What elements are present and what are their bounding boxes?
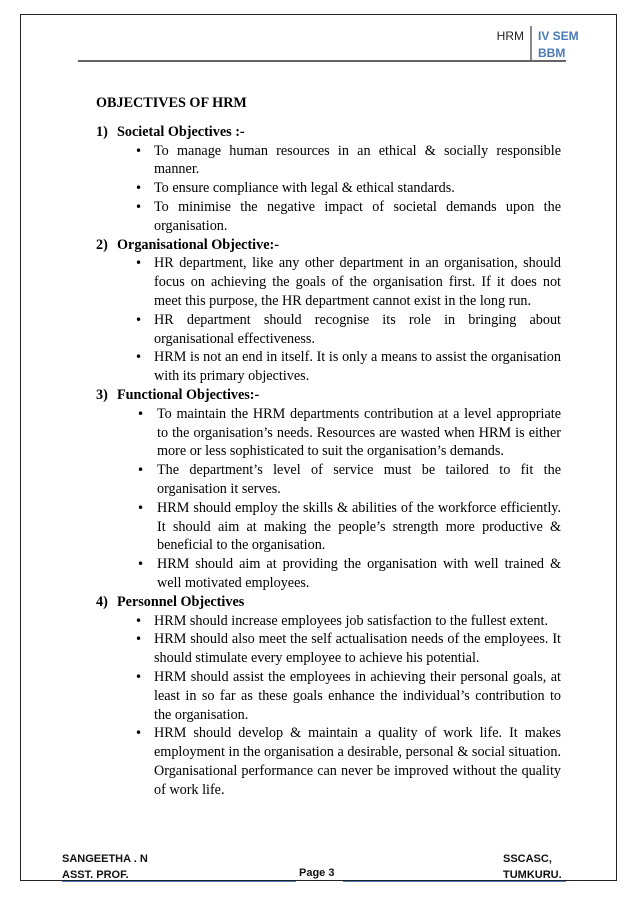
- footer-rule-left: [62, 881, 296, 882]
- footer-author-block: [62, 851, 148, 883]
- list-item: • HRM should increase employees job satisfaction to the fullest extent.: [96, 612, 561, 631]
- header-semester-block: [532, 26, 590, 62]
- section-number: 4): [96, 593, 108, 610]
- list-item: • To manage human resources in an ethical & socially responsible manner.: [96, 142, 561, 180]
- section-title: Personnel Objectives: [117, 593, 245, 610]
- bullet-list: [96, 612, 561, 800]
- page-header: [497, 26, 590, 62]
- section-title: Organisational Objective:-: [117, 236, 279, 253]
- footer-rule-right: [343, 881, 566, 882]
- list-item: • HRM should also meet the self actualisation needs of the employees. It should stimulate every employee to achieve his potential.: [96, 630, 561, 668]
- footer-author: SANGEETHA . N: [62, 853, 148, 865]
- section-personnel: [96, 593, 561, 800]
- footer-designation: ASST. PROF.: [62, 869, 129, 881]
- section-title: Societal Objectives :-: [117, 123, 245, 140]
- header-course: BBM: [538, 46, 566, 60]
- bullet-list: [96, 405, 561, 593]
- list-item: • HR department should recognise its role in bringing about organisational effectiveness.: [96, 311, 561, 349]
- list-item: • HR department, like any other department in an organisation, should focus on achieving the goals of the organisation first. If it does not meet this purpose, the HR department cannot exist in the long run.: [96, 254, 561, 310]
- section-title: Functional Objectives:-: [117, 386, 260, 403]
- section-heading: [96, 236, 561, 255]
- section-heading: [96, 386, 561, 405]
- list-item: • The department’s level of service must be tailored to fit the organisation it serves.: [96, 461, 561, 499]
- footer-page-number: Page 3: [299, 867, 335, 879]
- section-number: 3): [96, 386, 108, 403]
- header-semester: IV SEM: [538, 29, 579, 43]
- footer-city: TUMKURU.: [503, 869, 562, 881]
- section-societal: [96, 123, 561, 236]
- section-organisational: [96, 236, 561, 386]
- header-subject: HRM: [497, 26, 532, 62]
- footer-college-block: [503, 851, 562, 883]
- header-divider: [78, 60, 566, 62]
- list-item: • To minimise the negative impact of societal demands upon the organisation.: [96, 198, 561, 236]
- list-item: • To maintain the HRM departments contribution at a level appropriate to the organisation’s needs. Resources are wasted when HRM is either more or less sophisticated to suit the organisation’s demands.: [96, 405, 561, 461]
- section-number: 2): [96, 236, 108, 253]
- bullet-list: [96, 142, 561, 236]
- footer-college: SSCASC,: [503, 853, 552, 865]
- section-heading: [96, 593, 561, 612]
- document-body: [96, 94, 561, 799]
- bullet-list: [96, 254, 561, 386]
- list-item: • HRM should employ the skills & abilities of the workforce efficiently. It should aim at making the people’s strength more productive & beneficial to the organisation.: [96, 499, 561, 555]
- section-number: 1): [96, 123, 108, 140]
- list-item: • HRM should assist the employees in achieving their personal goals, at least in so far as these goals enhance the individual’s contribution to the organisation.: [96, 668, 561, 724]
- list-item: • HRM should develop & maintain a quality of work life. It makes employment in the organisation a desirable, personal & social situation. Organisational performance can never be improved without the quality of work life.: [96, 724, 561, 799]
- list-item: • HRM is not an end in itself. It is only a means to assist the organisation with its primary objectives.: [96, 348, 561, 386]
- section-functional: [96, 386, 561, 593]
- list-item: • To ensure compliance with legal & ethical standards.: [96, 179, 561, 198]
- page-title: OBJECTIVES OF HRM: [96, 95, 247, 111]
- section-heading: [96, 123, 561, 142]
- list-item: • HRM should aim at providing the organisation with well trained & well motivated employees.: [96, 555, 561, 593]
